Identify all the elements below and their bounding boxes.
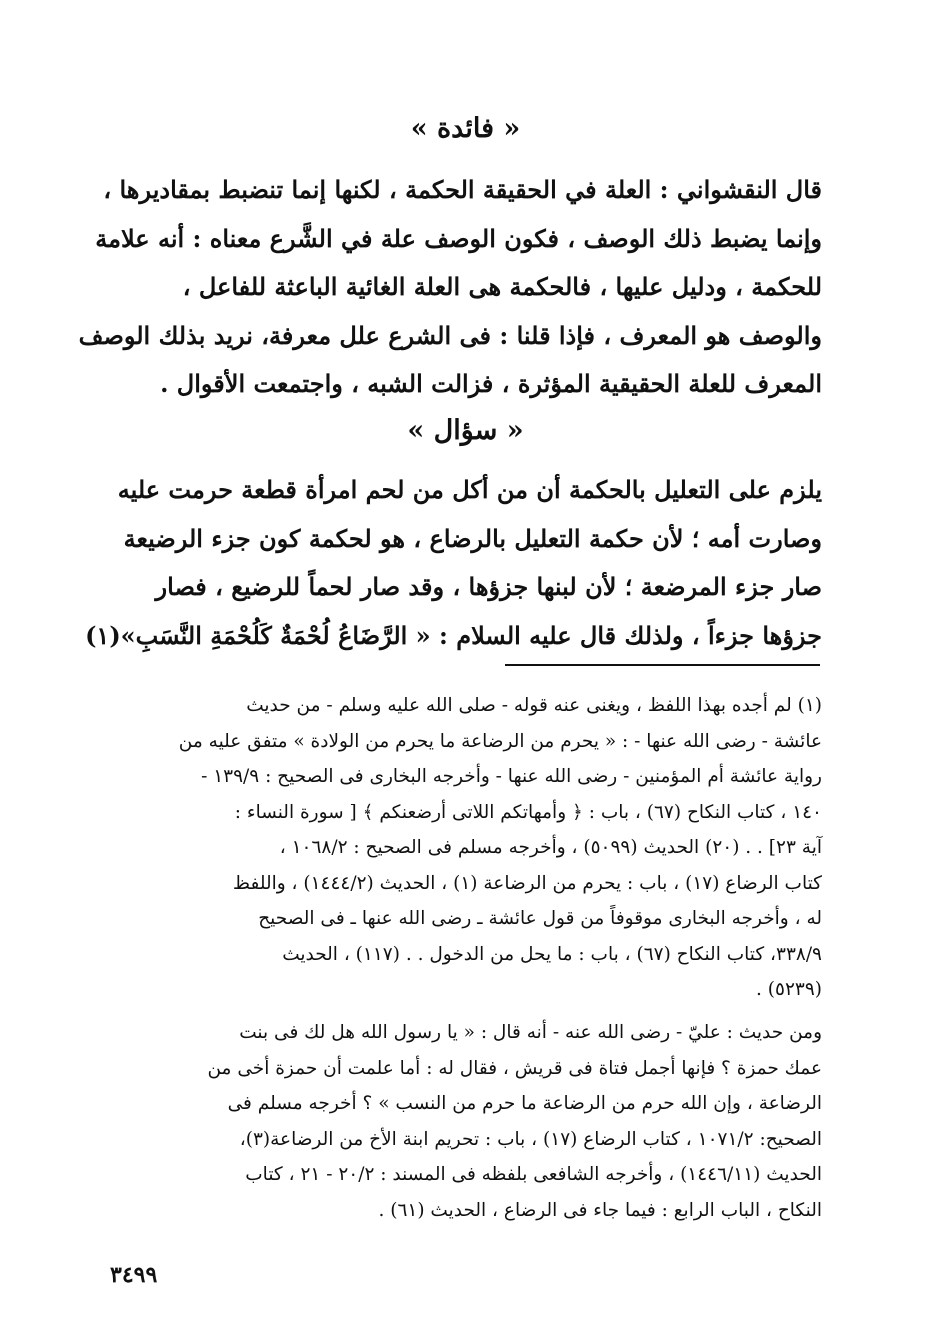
faida-line: المعرف للعلة الحقيقية المؤثرة ، فزالت الشبه ، واجتمعت الأقوال .: [160, 369, 822, 398]
sual-line: صار جزء المرضعة ؛ لأن لبنها جزؤها ، وقد صار لحماً للرضيع ، فصار: [155, 572, 822, 601]
footnote-line: (٥٢٣٩) .: [756, 979, 822, 1000]
footnote-1-continuation: [108, 1015, 822, 1228]
sual-paragraph: [85, 466, 822, 660]
sual-line: وصارت أمه ؛ لأن حكمة التعليل بالرضاع ، هو لحكمة كون جزء الرضيعة: [123, 523, 822, 553]
footnote-line: آية ٢٣] . . (٢٠) الحديث (٥٠٩٩) ، وأخرجه مسلم فى الصحيح : ١٠٦٨/٢ ،: [279, 837, 822, 858]
heading-sual: « سؤال »: [407, 415, 524, 446]
faida-paragraph: [78, 166, 822, 409]
footnote-line: الصحيح: ١٠٧١/٢ ، كتاب الرضاع (١٧) ، باب : تحريم ابنة الأخ من الرضاعة(٣)،: [239, 1128, 822, 1150]
faida-line: قال النقشواني : العلة في الحقيقة الحكمة ، لكنها إنما تنضبط بمقاديرها ،: [103, 175, 822, 204]
footnote-line: الرضاعة ، وإن الله حرم من الرضاعة ما حرم من النسب » ؟ أخرجه مسلم فى: [227, 1093, 822, 1114]
footnote-line: النكاح ، الباب الرابع : فيما جاء فى الرضاع ، الحديث (٦١) .: [378, 1199, 822, 1221]
faida-line: والوصف هو المعرف ، فإذا قلنا : فى الشرع علل معرفة، نريد بذلك الوصف: [78, 320, 822, 350]
footnote-line: الحديث (١٤٤٦/١١) ، وأخرجه الشافعى بلفظه فى المسند : ٢٠/٢ - ٢١ ، كتاب: [245, 1164, 822, 1185]
footnote-separator: [505, 664, 820, 666]
footnote-line: له ، وأخرجه البخارى موقوفاً من قول عائشة ـ رضى الله عنها ـ فى الصحيح: [258, 908, 822, 929]
footnote-line: عائشة - رضى الله عنها - : « يحرم من الرضاعة ما يحرم من الولادة » متفق عليه من: [178, 730, 822, 752]
footnote-line: ومن حديث : عليّ - رضى الله عنه - أنه قال : « يا رسول الله هل لك فى بنت: [239, 1022, 822, 1043]
footnote-line: رواية عائشة أم المؤمنين - رضى الله عنها - وأخرجه البخارى فى الصحيح : ١٣٩/٩ -: [201, 766, 822, 787]
page-number: ٣٤٩٩: [110, 1262, 158, 1288]
heading-faida: « فائدة »: [410, 113, 521, 144]
footnote-line: عمك حمزة ؟ فإنها أجمل فتاة فى قريش ، فقال له : أما علمت أن حمزة أخى من: [207, 1057, 822, 1079]
footnote-1: [108, 688, 822, 1008]
sual-line: يلزم على التعليل بالحكمة أن من أكل من لحم امرأة قطعة حرمت عليه: [117, 475, 822, 504]
footnote-line: كتاب الرضاع (١٧) ، باب : يحرم من الرضاعة (١) ، الحديث (١٤٤٤/٢) ، واللفظ: [232, 872, 822, 894]
faida-line: للحكمة ، ودليل عليها ، فالحكمة هى العلة الغائية الباعثة للفاعل ،: [182, 272, 822, 301]
footnote-line: ١٤٠ ، كتاب النكاح (٦٧) ، باب : ﴿ وأمهاتكم اللاتى أرضعنكم ﴾ [ سورة النساء :: [234, 801, 822, 823]
sual-line: جزؤها جزءاً ، ولذلك قال عليه السلام : « الرَّضَاعُ لُحْمَةٌ كَلُحْمَةِ النَّسَبِ»(١): [85, 620, 822, 650]
footnote-line: (١) لم أجده بهذا اللفظ ، ويغنى عنه قوله - صلى الله عليه وسلم - من حديث: [246, 695, 822, 716]
footnote-line: ٣٣٨/٩، كتاب النكاح (٦٧) ، باب : ما يحل من الدخول . . (١١٧) ، الحديث: [282, 943, 822, 965]
faida-line: وإنما يضبط ذلك الوصف ، فكون الوصف علة في الشَّرع معناه : أنه علامة: [95, 223, 822, 253]
